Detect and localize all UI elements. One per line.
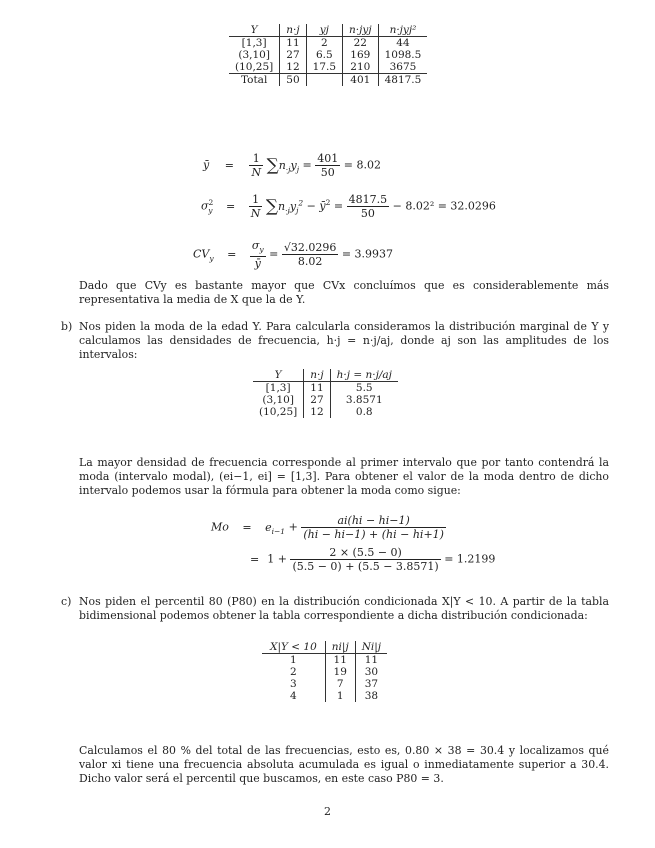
table-cell: 44: [396, 37, 410, 49]
table-cell: 5.5: [355, 382, 373, 394]
table-cell: 169: [343, 49, 379, 61]
table-cell: 3675: [389, 61, 417, 73]
table-row: [229, 61, 427, 74]
table-cell: Total: [229, 74, 280, 87]
table-cell: [1,3]: [229, 37, 280, 50]
table-cell: 2: [262, 666, 325, 678]
frequency-table-y: [229, 24, 427, 86]
table-row: [229, 37, 427, 50]
table-row: [229, 49, 427, 61]
table-cell: 11: [325, 654, 355, 667]
table-cell: 1098.5: [384, 49, 422, 61]
item-c-text: Nos piden el percentil 80 (P80) en la distribución condicionada X|Y < 10. A partir de la tabla bidimensional podemos obtener la tabla correspondiente a dicha distribución condicionada:: [79, 595, 609, 622]
mode-formula-denominator: (hi − hi−1) + (hi − hi+1): [303, 528, 444, 541]
table3-header-n: ni|j: [325, 641, 355, 654]
table-cell: 7: [325, 678, 355, 690]
table-cell: 11: [280, 37, 306, 50]
cv-numerator: √32.0296: [283, 241, 337, 255]
table-cell: 1: [325, 690, 355, 702]
cv-equation: $CV_y$ = $\frac{\sigma_y}{ȳ}$ = $\frac{√32.0296}{8.02}$ = 3.9937: [193, 239, 394, 271]
table-cell: 27: [304, 394, 330, 406]
table-cell: 0.8: [355, 406, 373, 418]
variance-numerator: 4817.5: [348, 193, 388, 206]
table3-header-x: X|Y < 10: [262, 641, 325, 654]
table-cell: 4: [262, 690, 325, 702]
mode-value-denominator: (5.5 − 0) + (5.5 − 3.8571): [292, 560, 439, 573]
mode-formula-line1: $Mo = e_{i-1}$ + $\frac{ai(hi - hi-1)}{(hi - hi-1) + (hi - hi+1)}$: [211, 514, 444, 541]
table-row: [262, 666, 387, 678]
table-row: [262, 654, 387, 667]
table-cell: 401: [343, 74, 379, 87]
table-row: [253, 382, 398, 395]
table-cell: 12: [280, 61, 306, 74]
table-cell: 3: [262, 678, 325, 690]
table2-header-y: Y: [253, 369, 304, 382]
mode-symbol: Mo: [211, 520, 229, 534]
variance-result: − 8.02² = 32.0296: [392, 199, 496, 213]
table-cell: 12: [304, 406, 330, 418]
mean-numerator: 401: [317, 152, 339, 165]
table-cell: 1: [262, 654, 325, 667]
page-number: 2: [324, 805, 331, 818]
table-cell: 19: [325, 666, 355, 678]
table-cell: [306, 74, 342, 87]
table-cell: (3,10]: [253, 394, 304, 406]
table-cell: 22: [343, 37, 379, 50]
table-cell: (3,10]: [229, 49, 280, 61]
table1-header-n: n·j: [280, 24, 306, 37]
table-cell: 17.5: [306, 61, 342, 74]
table-row: [253, 406, 398, 418]
table-row: [253, 394, 398, 406]
density-table: [253, 369, 398, 418]
variance-symbol: σ: [201, 199, 209, 213]
table-cell: (10,25]: [229, 61, 280, 74]
table-cell: [1,3]: [253, 382, 304, 395]
table-cell: 50: [280, 74, 306, 87]
conditional-table: [262, 641, 387, 702]
table1-header-nyj2: n·jyj²: [378, 24, 427, 37]
table-cell: 6.5: [306, 49, 342, 61]
cv-result: = 3.9937: [341, 247, 394, 261]
table-cell: 30: [364, 666, 379, 678]
table1-header-yj: yj: [306, 24, 342, 37]
mean-result: = 8.02: [343, 158, 381, 172]
item-b-label: b): [61, 320, 73, 333]
table-row: [262, 678, 387, 690]
table1-header-nyj: n·jyj: [343, 24, 379, 37]
conclusion-paragraph: Dado que CVy es bastante mayor que CVx concluímos que es considerablemente más representativa la media de X que la de Y.: [79, 279, 609, 306]
item-c-label: c): [61, 595, 72, 608]
table-cell: 11: [304, 382, 330, 395]
table-cell: 4817.5: [378, 74, 427, 87]
table-cell: 27: [280, 49, 306, 61]
percentile-paragraph: Calculamos el 80 % del total de las frecuencias, esto es, 0.80 × 38 = 30.4 y localizamos qué valor xi tiene una frecuencia absoluta acumulada es igual o inmediatamente superior a 30.4. Dicho valor será el percentil que buscamos, en este caso P80 = 3.: [79, 744, 609, 785]
table-cell: 11: [364, 654, 379, 666]
modal-interval-paragraph: La mayor densidad de frecuencia corresponde al primer intervalo que por tanto contendrá la moda (intervalo modal), (ei−1, ei] = [1,3]. Para obtener el valor de la moda dentro de dicho intervalo podemos usar la fórmula para obtener la moda como sigue:: [79, 456, 609, 497]
table-cell: 37: [364, 678, 379, 690]
table2-header-n: n·j: [304, 369, 330, 382]
variance-equation: $\sigma^2_y$ = $\frac{1}{N}$ $\sum n_{\cdot j}y_j^2$ − $ȳ^2$ = $\frac{4817.5}{50}$ − 8.02² = 32.0296: [201, 193, 496, 220]
mean-equation: ȳ = $\frac{1}{N}$ $\sum n_{\cdot j}y_j$ = $\frac{401}{50}$ = 8.02: [203, 152, 381, 179]
mode-value-numerator: 2 × (5.5 − 0): [290, 546, 440, 560]
table-total-row: [229, 74, 427, 87]
table-cell: 38: [364, 690, 379, 702]
table-cell: 210: [343, 61, 379, 74]
mean-denominator: 50: [320, 166, 335, 179]
table2-header-h: h·j = n·j/aj: [330, 369, 398, 382]
table-cell: (10,25]: [253, 406, 304, 418]
table-cell: 3.8571: [345, 394, 383, 406]
mode-formula-numerator: ai(hi − hi−1): [301, 514, 446, 528]
cv-symbol: CV: [193, 247, 210, 261]
variance-denominator: 50: [360, 207, 375, 220]
mean-symbol: ȳ: [203, 158, 210, 172]
item-b-text: Nos piden la moda de la edad Y. Para calcularla consideramos la distribución marginal de Y y calculamos las densidades de frecuencia, h·j = n·j/aj, donde aj son las amplitudes de los intervalos:: [79, 320, 609, 361]
table-row: [262, 690, 387, 702]
table1-header-y: Y: [229, 24, 280, 37]
cv-denominator: 8.02: [297, 255, 323, 269]
mode-result: = 1.2199: [444, 552, 496, 566]
table3-header-cum: Ni|j: [355, 641, 387, 654]
mode-formula-line2: = 1 + $\frac{2 \times (5.5 - 0)}{(5.5 - 0) + (5.5 - 3.8571)}$ = 1.2199: [250, 546, 496, 573]
table-cell: 2: [306, 37, 342, 50]
